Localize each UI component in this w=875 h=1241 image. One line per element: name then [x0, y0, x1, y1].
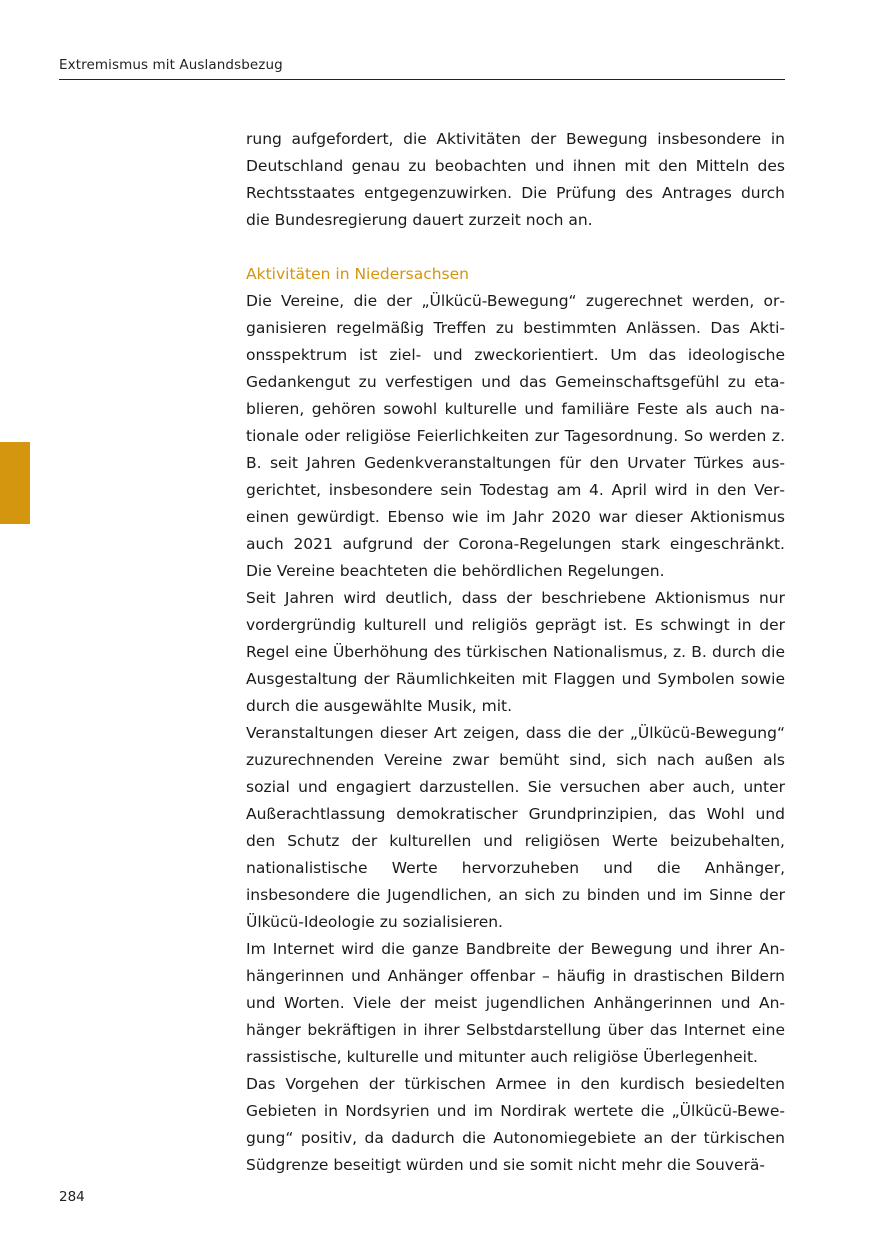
body-paragraph: Veranstaltungen dieser Art zeigen, dass die der „Ülkücü-Bewegung“ zuzurechnenden Vereine zwar bemüht sind, sich nach außen als sozial und engagiert darzustellen. Sie versuchen aber auch, unter Außerachtlassung demokratischer Grundprinzipien, das Wohl und den Schutz der kulturellen und religiösen Werte beizubehalten, nationalistische Werte hervorzuheben und die Anhänger, insbesondere die Jugendlichen, an sich zu binden und im Sinne der Ülkücü-Ideologie zu sozialisieren. — [246, 724, 785, 931]
body-paragraph: Seit Jahren wird deutlich, dass der beschriebene Aktionismus nur vordergründig kulturell und religiös geprägt ist. Es schwingt in der Regel eine Überhöhung des türkischen Nationalismus, z. B. durch die Ausgestaltung der Räumlichkeiten mit Flaggen und Symbolen sowie durch die ausgewählte Musik, mit. — [246, 589, 785, 715]
page-number: 284 — [59, 1189, 85, 1205]
section-spacer — [246, 234, 785, 261]
body-paragraph: Die Vereine, die der „Ülkücü-Bewegung“ zugerechnet werden, organisieren regelmäßig Treffen zu bestimmten Anlässen. Das Aktionsspektrum ist ziel- und zweckorientiert. Um das ideologische Gedankengut zu verfestigen und das Gemeinschaftsgefühl zu etablieren, gehören sowohl kulturelle und familiäre Feste als auch nationale oder religiöse Feierlichkeiten zur Tagesordnung. So werden z. B. seit Jahren Gedenkveranstaltungen für den Urvater Türkes ausgerichtet, insbesondere sein Todestag am 4. April wird in den Vereinen gewürdigt. Ebenso wie im Jahr 2020 war dieser Aktionismus auch 2021 aufgrund der Corona-Regelungen stark eingeschränkt. Die Vereine beachteten die behördlichen Regelungen. — [246, 292, 785, 580]
section-heading: Aktivitäten in Niedersachsen — [246, 265, 469, 283]
body-paragraph: Im Internet wird die ganze Bandbreite der Bewegung und ihrer Anhängerinnen und Anhänger offenbar – häufig in drastischen Bildern und Worten. Viele der meist jugendlichen Anhängerinnen und Anhänger bekräftigen in ihrer Selbstdarstellung über das Internet eine rassistische, kulturelle und mitunter auch religiöse Überlegenheit. — [246, 940, 785, 1066]
header-divider — [59, 79, 785, 80]
intro-paragraph: rung aufgefordert, die Aktivitäten der Bewegung insbesondere in Deutschland genau zu beobachten und ihnen mit den Mitteln des Rechtsstaates entgegenzuwirken. Die Prüfung des Antrages durch die Bundesregierung dauert zurzeit noch an. — [246, 130, 785, 229]
body-paragraph: Das Vorgehen der türkischen Armee in den kurdisch besiedelten Gebieten in Nordsyrien und im Nordirak wertete die „Ülkücü-Bewegung“ positiv, da dadurch die Autonomiegebiete an der türkischen Südgrenze beseitigt würden und sie somit nicht mehr die Souverä- — [246, 1075, 785, 1174]
chapter-tab-marker — [0, 442, 30, 524]
main-content — [246, 126, 785, 1179]
running-header-title: Extremismus mit Auslandsbezug — [59, 57, 283, 73]
